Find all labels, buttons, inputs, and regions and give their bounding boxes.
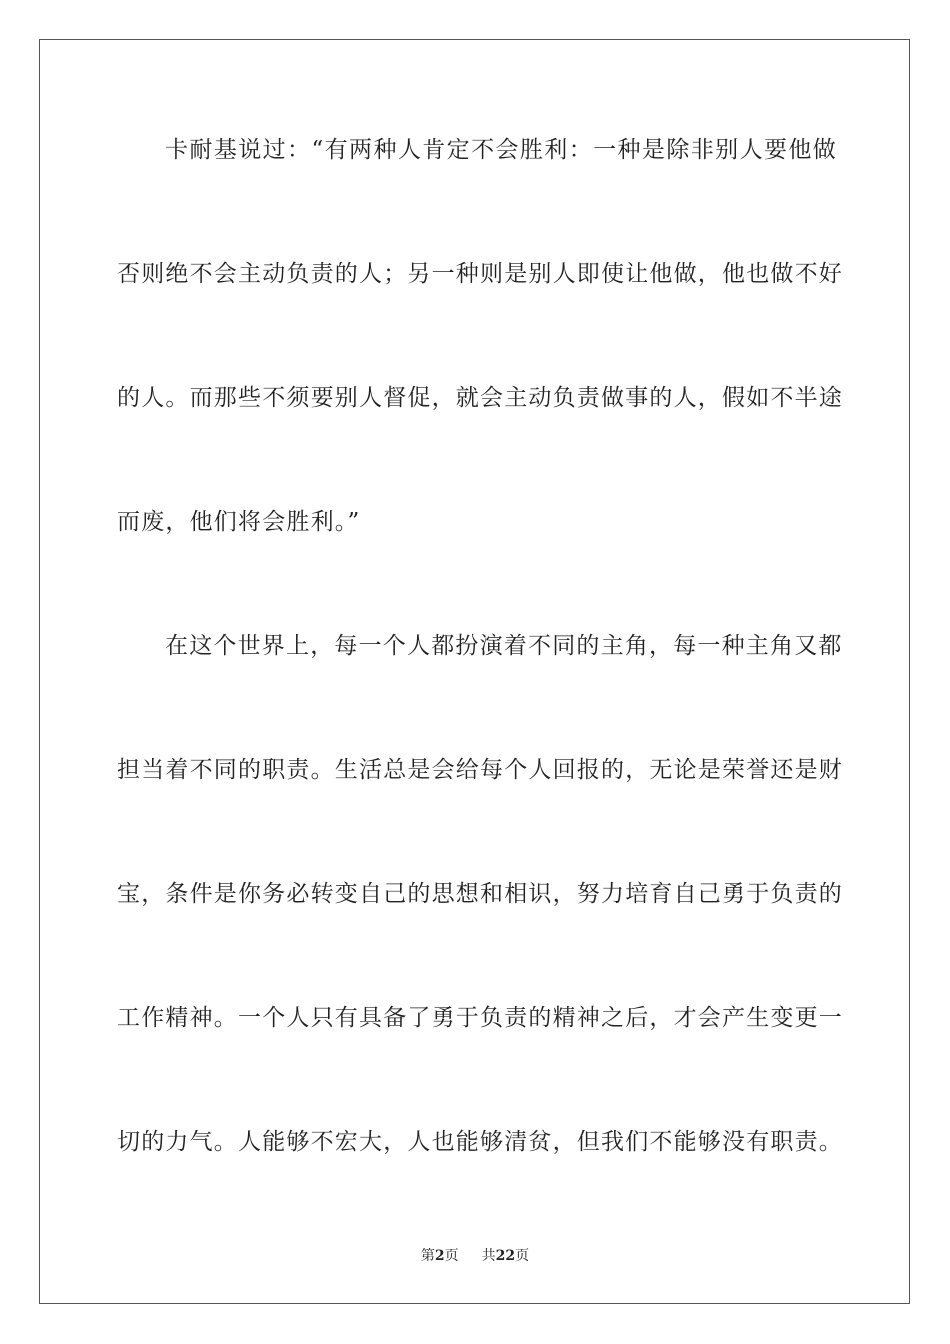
total-suffix: 页 xyxy=(515,1248,530,1264)
paragraph-line: 否则绝不会主动负责的人；另一种则是别人即使让他做，他也做不好 xyxy=(117,261,843,287)
paragraph-line: 卡耐基说过：“有两种人肯定不会胜利：一种是除非别人要他做 xyxy=(165,137,837,163)
paragraph-line: 宝，条件是你务必转变自己的思想和相识，努力培育自己勇于负责的 xyxy=(117,881,843,907)
page-number-indicator xyxy=(421,1248,463,1264)
paragraph-line: 而废，他们将会胜利。” xyxy=(117,509,361,535)
paragraph-line: 在这个世界上，每一个人都扮演着不同的主角，每一种主角又都 xyxy=(165,633,843,659)
total-pages-indicator xyxy=(482,1248,529,1264)
page-prefix: 第 xyxy=(420,1248,435,1264)
page-footer xyxy=(0,1247,950,1265)
paragraph-line: 切的力气。人能够不宏大，人也能够清贫，但我们不能够没有职责。 xyxy=(117,1129,843,1155)
total-page-count: 22 xyxy=(495,1248,516,1264)
paragraph-line: 工作精神。一个人只有具备了勇于负责的精神之后，才会产生变更一 xyxy=(117,1005,843,1031)
page-suffix: 页 xyxy=(444,1248,459,1264)
paragraph-line: 担当着不同的职责。生活总是会给每个人回报的，无论是荣誉还是财 xyxy=(117,757,843,783)
paragraph-line: 的人。而那些不须要别人督促，就会主动负责做事的人，假如不半途 xyxy=(117,385,843,411)
page-border xyxy=(39,39,910,1304)
current-page-number: 2 xyxy=(434,1248,445,1264)
total-prefix: 共 xyxy=(481,1248,496,1264)
